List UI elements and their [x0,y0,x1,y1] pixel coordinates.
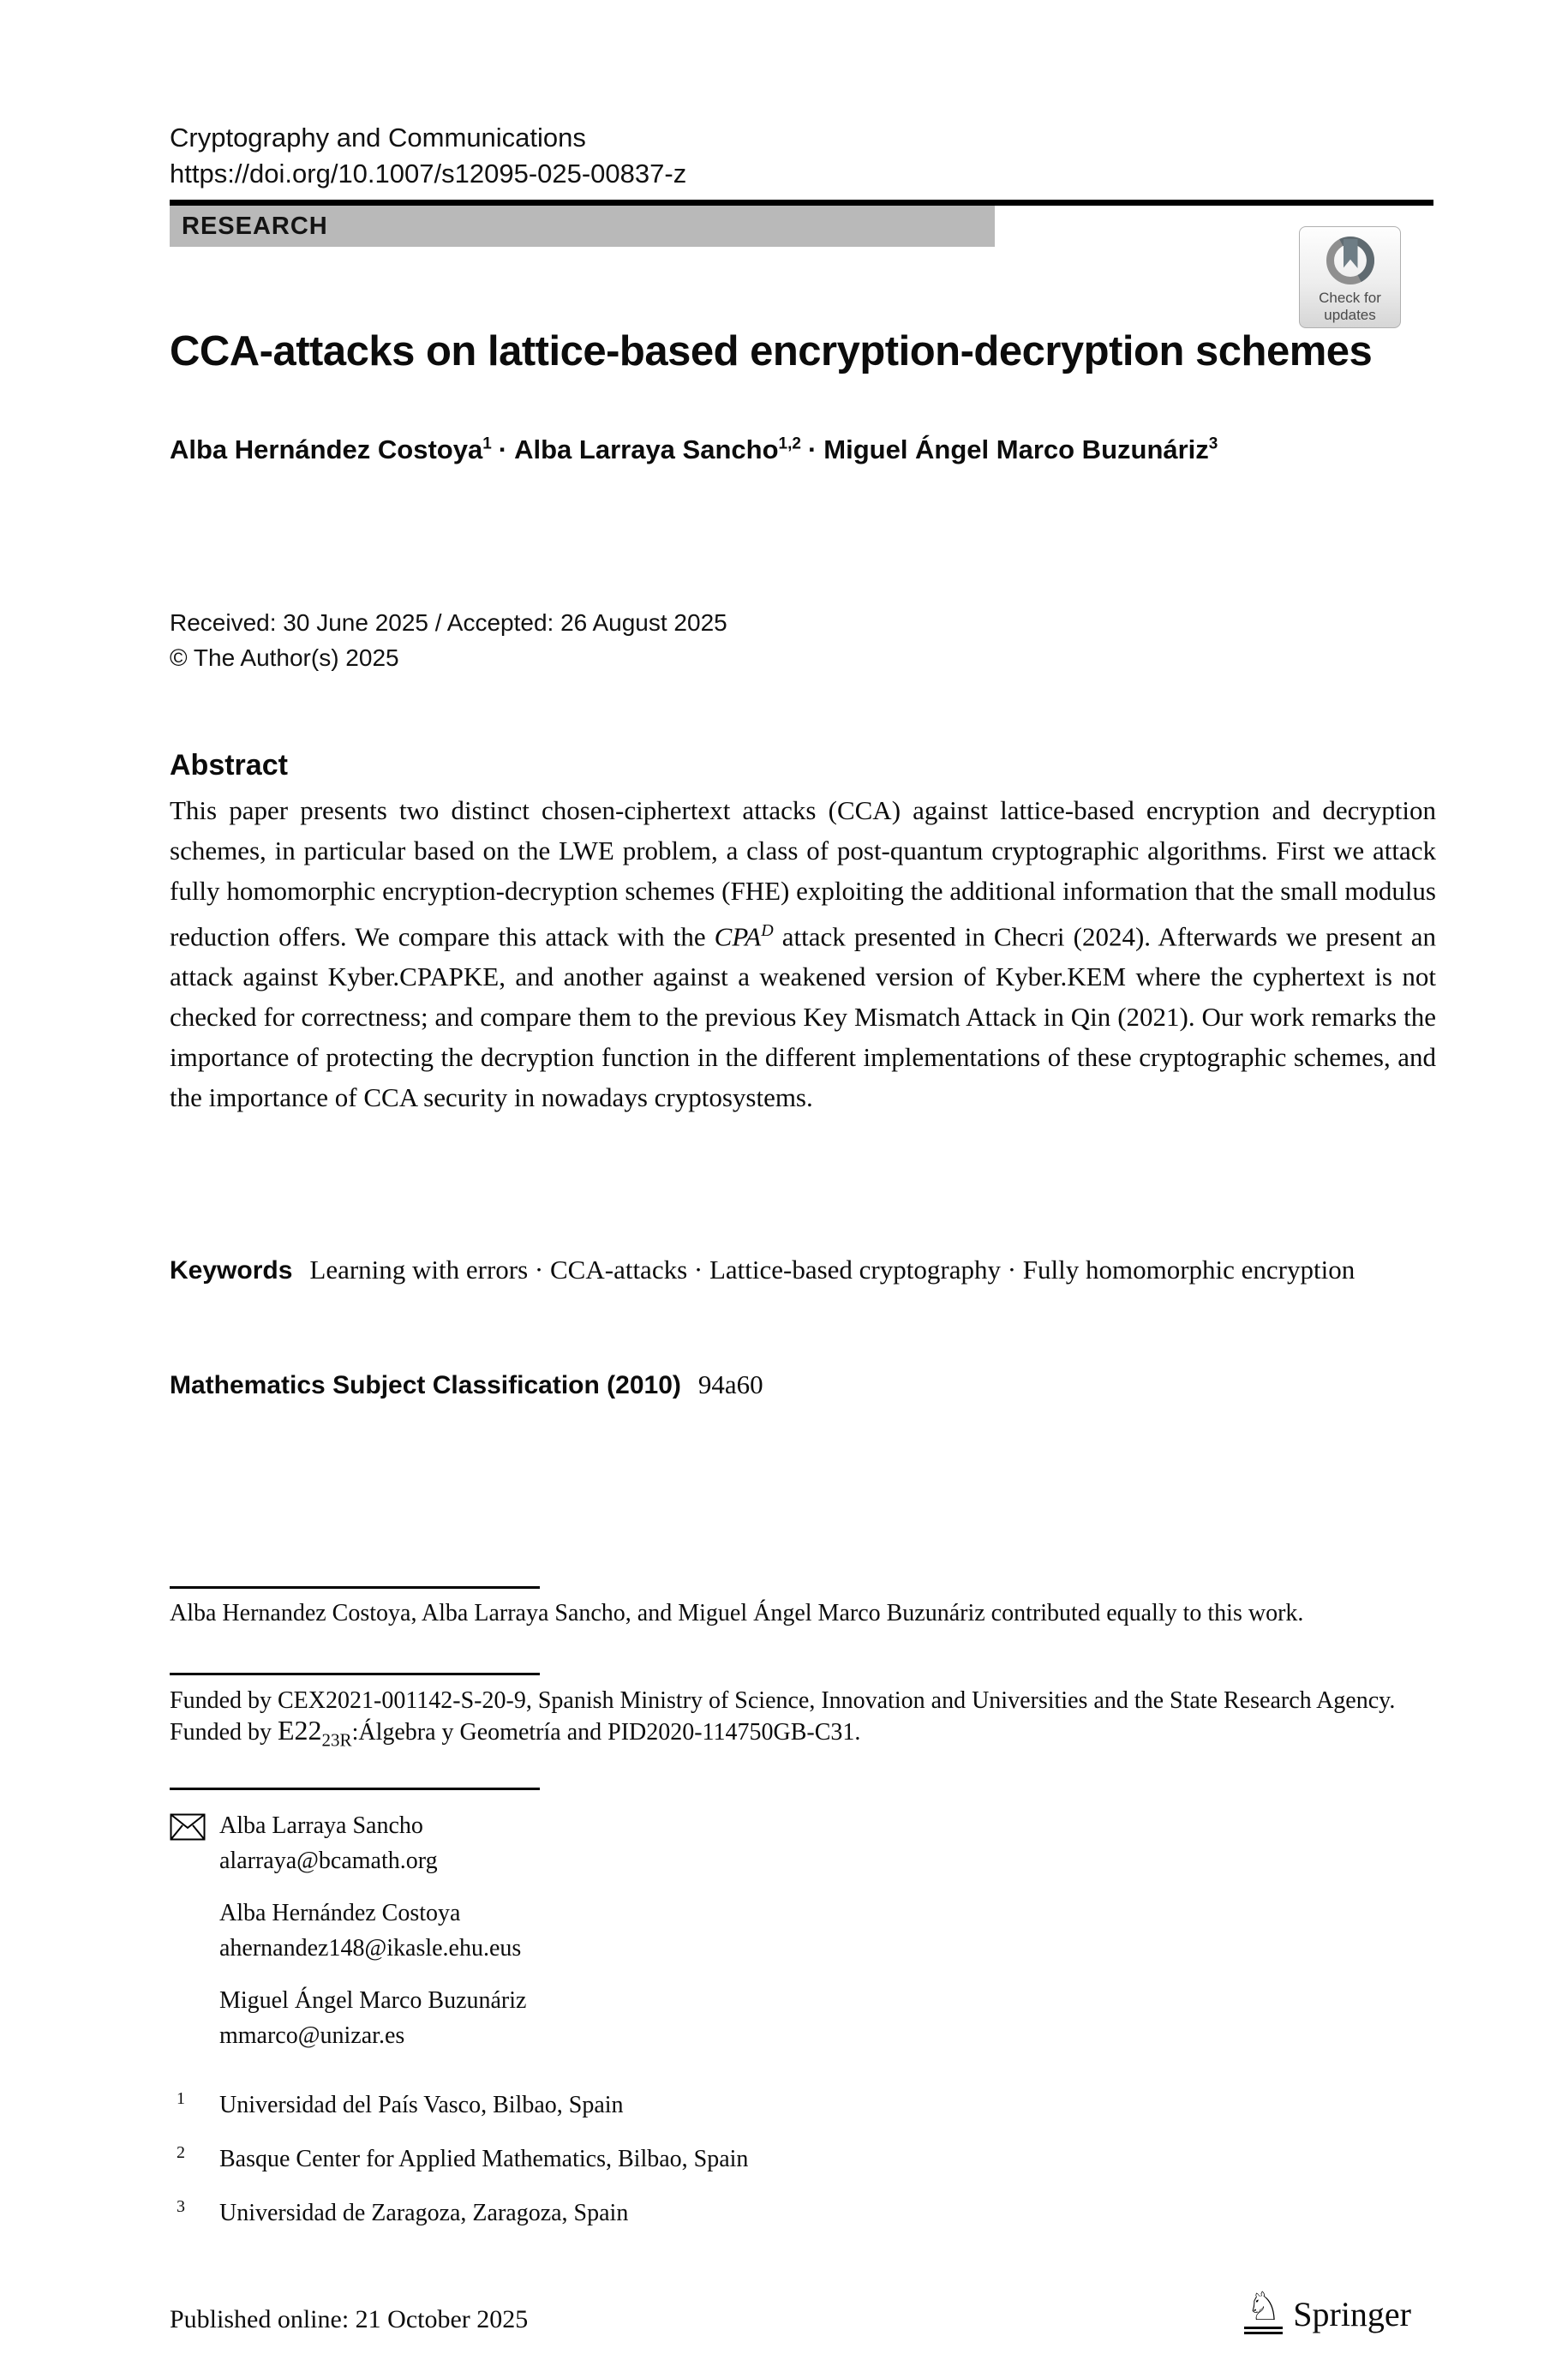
footnote-rule [170,1586,540,1589]
funding-text-after: :Álgebra y Geometría and PID2020-114750GB-C31. [351,1719,861,1746]
affiliation-1-text: Universidad del País Vasco, Bilbao, Spain [219,2092,624,2118]
publisher-name: Springer [1293,2295,1412,2333]
corresponding-author [170,1808,1026,1878]
author-2-affil-sup: 1,2 [778,434,801,453]
msc-value: 94a60 [697,1369,763,1399]
author-separator: · [807,434,817,464]
received-accepted-line: Received: 30 June 2025 / Accepted: 26 August 2025 [170,609,727,636]
affiliation-3-num: 3 [177,2197,185,2216]
correspondent-email[interactable]: alarraya@bcamath.org [219,1848,438,1874]
author-contact [170,1983,1026,2053]
contact-name: Miguel Ángel Marco Buzunáriz [219,1987,527,2014]
abstract-math-term: CPA [714,921,762,952]
abstract-math-sup: D [761,921,774,940]
affiliation-1-num: 1 [177,2089,185,2108]
equal-contribution-footnote: Alba Hernandez Costoya, Alba Larraya Sancho, and Miguel Ángel Marco Buzunáriz contributed equally to this work. [170,1600,1304,1626]
affiliation-2-text: Basque Center for Applied Mathematics, Bilbao, Spain [219,2146,749,2172]
author-1-affil-sup: 1 [482,434,492,453]
keywords-row [170,1249,1436,1291]
msc-row [170,1369,1436,1400]
update-ring-bookmark-icon [1324,234,1377,287]
author-2-name: Alba Larraya Sancho [514,434,779,464]
badge-label-line2: updates [1324,307,1376,323]
keywords-value: Learning with errors · CCA-attacks · Lattice-based cryptography · Fully homomorphic encryption [309,1255,1356,1285]
publisher-logo [1244,2283,1412,2334]
contact-name: Alba Hernández Costoya [219,1900,461,1926]
author-3 [823,434,1218,464]
copyright-line: © The Author(s) 2025 [170,644,399,671]
affiliations-block [170,2091,1198,2253]
section-label: RESEARCH [182,212,328,240]
journal-header [170,120,686,192]
author-3-affil-sup: 3 [1208,434,1218,453]
funding-grant-code [278,1715,352,1751]
author-contact [170,1896,1026,1966]
article-history [170,605,727,675]
badge-label [1319,290,1381,324]
abstract-text-before: This paper presents two distinct chosen-ciphertext attacks (CCA) against lattice-based encryption and decryption schemes, in particular based on the LWE problem, a class of post-quantum cryptographic algorithms. First we attack fully homomorphic encryption-decryption schemes (FHE) exploiting the additional information that the small modulus reduction offers. We compare this attack with the [170,795,1436,952]
abstract-text-after: attack presented in Checri (2024). Afterwards we present an attack against Kyber.CPAPKE, and another against a weakened version of Kyber.KEM where the cyphertext is not checked for correctness; and compare them to the previous Key Mismatch Attack in Qin (2021). Our work remarks the importance of protecting the decryption function in the different implementations of these cryptographic schemes, and the importance of CCA security in nowadays cryptosystems. [170,921,1436,1113]
abstract-body [170,790,1436,1117]
author-2 [514,434,801,464]
badge-label-line1: Check for [1319,290,1381,306]
envelope-icon [170,1813,206,1841]
msc-label: Mathematics Subject Classification (2010) [170,1371,681,1399]
funding-text-before: Funded by CEX2021-001142-S-20-9, Spanish Ministry of Science, Innovation and Universities and the State Research Agency. Funded by [170,1687,1396,1746]
funding-footnote [170,1686,1436,1754]
journal-name: Cryptography and Communications [170,123,586,153]
section-banner [170,206,995,247]
keywords-label: Keywords [170,1256,293,1285]
page-title: CCA-attacks on lattice-based encryption-decryption schemes [170,328,1373,374]
affiliation-1 [170,2091,1198,2120]
correspondence-block [170,1808,1026,2070]
author-3-name: Miguel Ángel Marco Buzunáriz [823,434,1209,464]
affiliation-2-num: 2 [177,2143,185,2162]
doi-link[interactable]: https://doi.org/10.1007/s12095-025-00837-z [170,159,687,189]
author-1-name: Alba Hernández Costoya [170,434,483,464]
footnote-rule [170,1788,540,1790]
contact-email[interactable]: mmarco@unizar.es [219,2022,405,2049]
author-separator: · [498,434,508,464]
funding-grant-sub: 23R [321,1729,352,1751]
published-online-line: Published online: 21 October 2025 [170,2305,529,2333]
affiliation-2 [170,2145,1198,2174]
abstract-heading: Abstract [170,749,288,782]
springer-knight-icon: ♘ [1244,2286,1283,2334]
author-1 [170,434,492,464]
funding-grant-main: E22 [278,1715,322,1746]
header-rule [170,200,1433,206]
affiliation-3-text: Universidad de Zaragoza, Zaragoza, Spain [219,2200,629,2226]
check-for-updates-badge[interactable] [1299,226,1401,328]
correspondent-name: Alba Larraya Sancho [219,1812,423,1839]
authors-line [170,434,1455,465]
contact-email[interactable]: ahernandez148@ikasle.ehu.eus [219,1935,522,1962]
affiliation-3 [170,2199,1198,2228]
footnote-rule [170,1673,540,1675]
